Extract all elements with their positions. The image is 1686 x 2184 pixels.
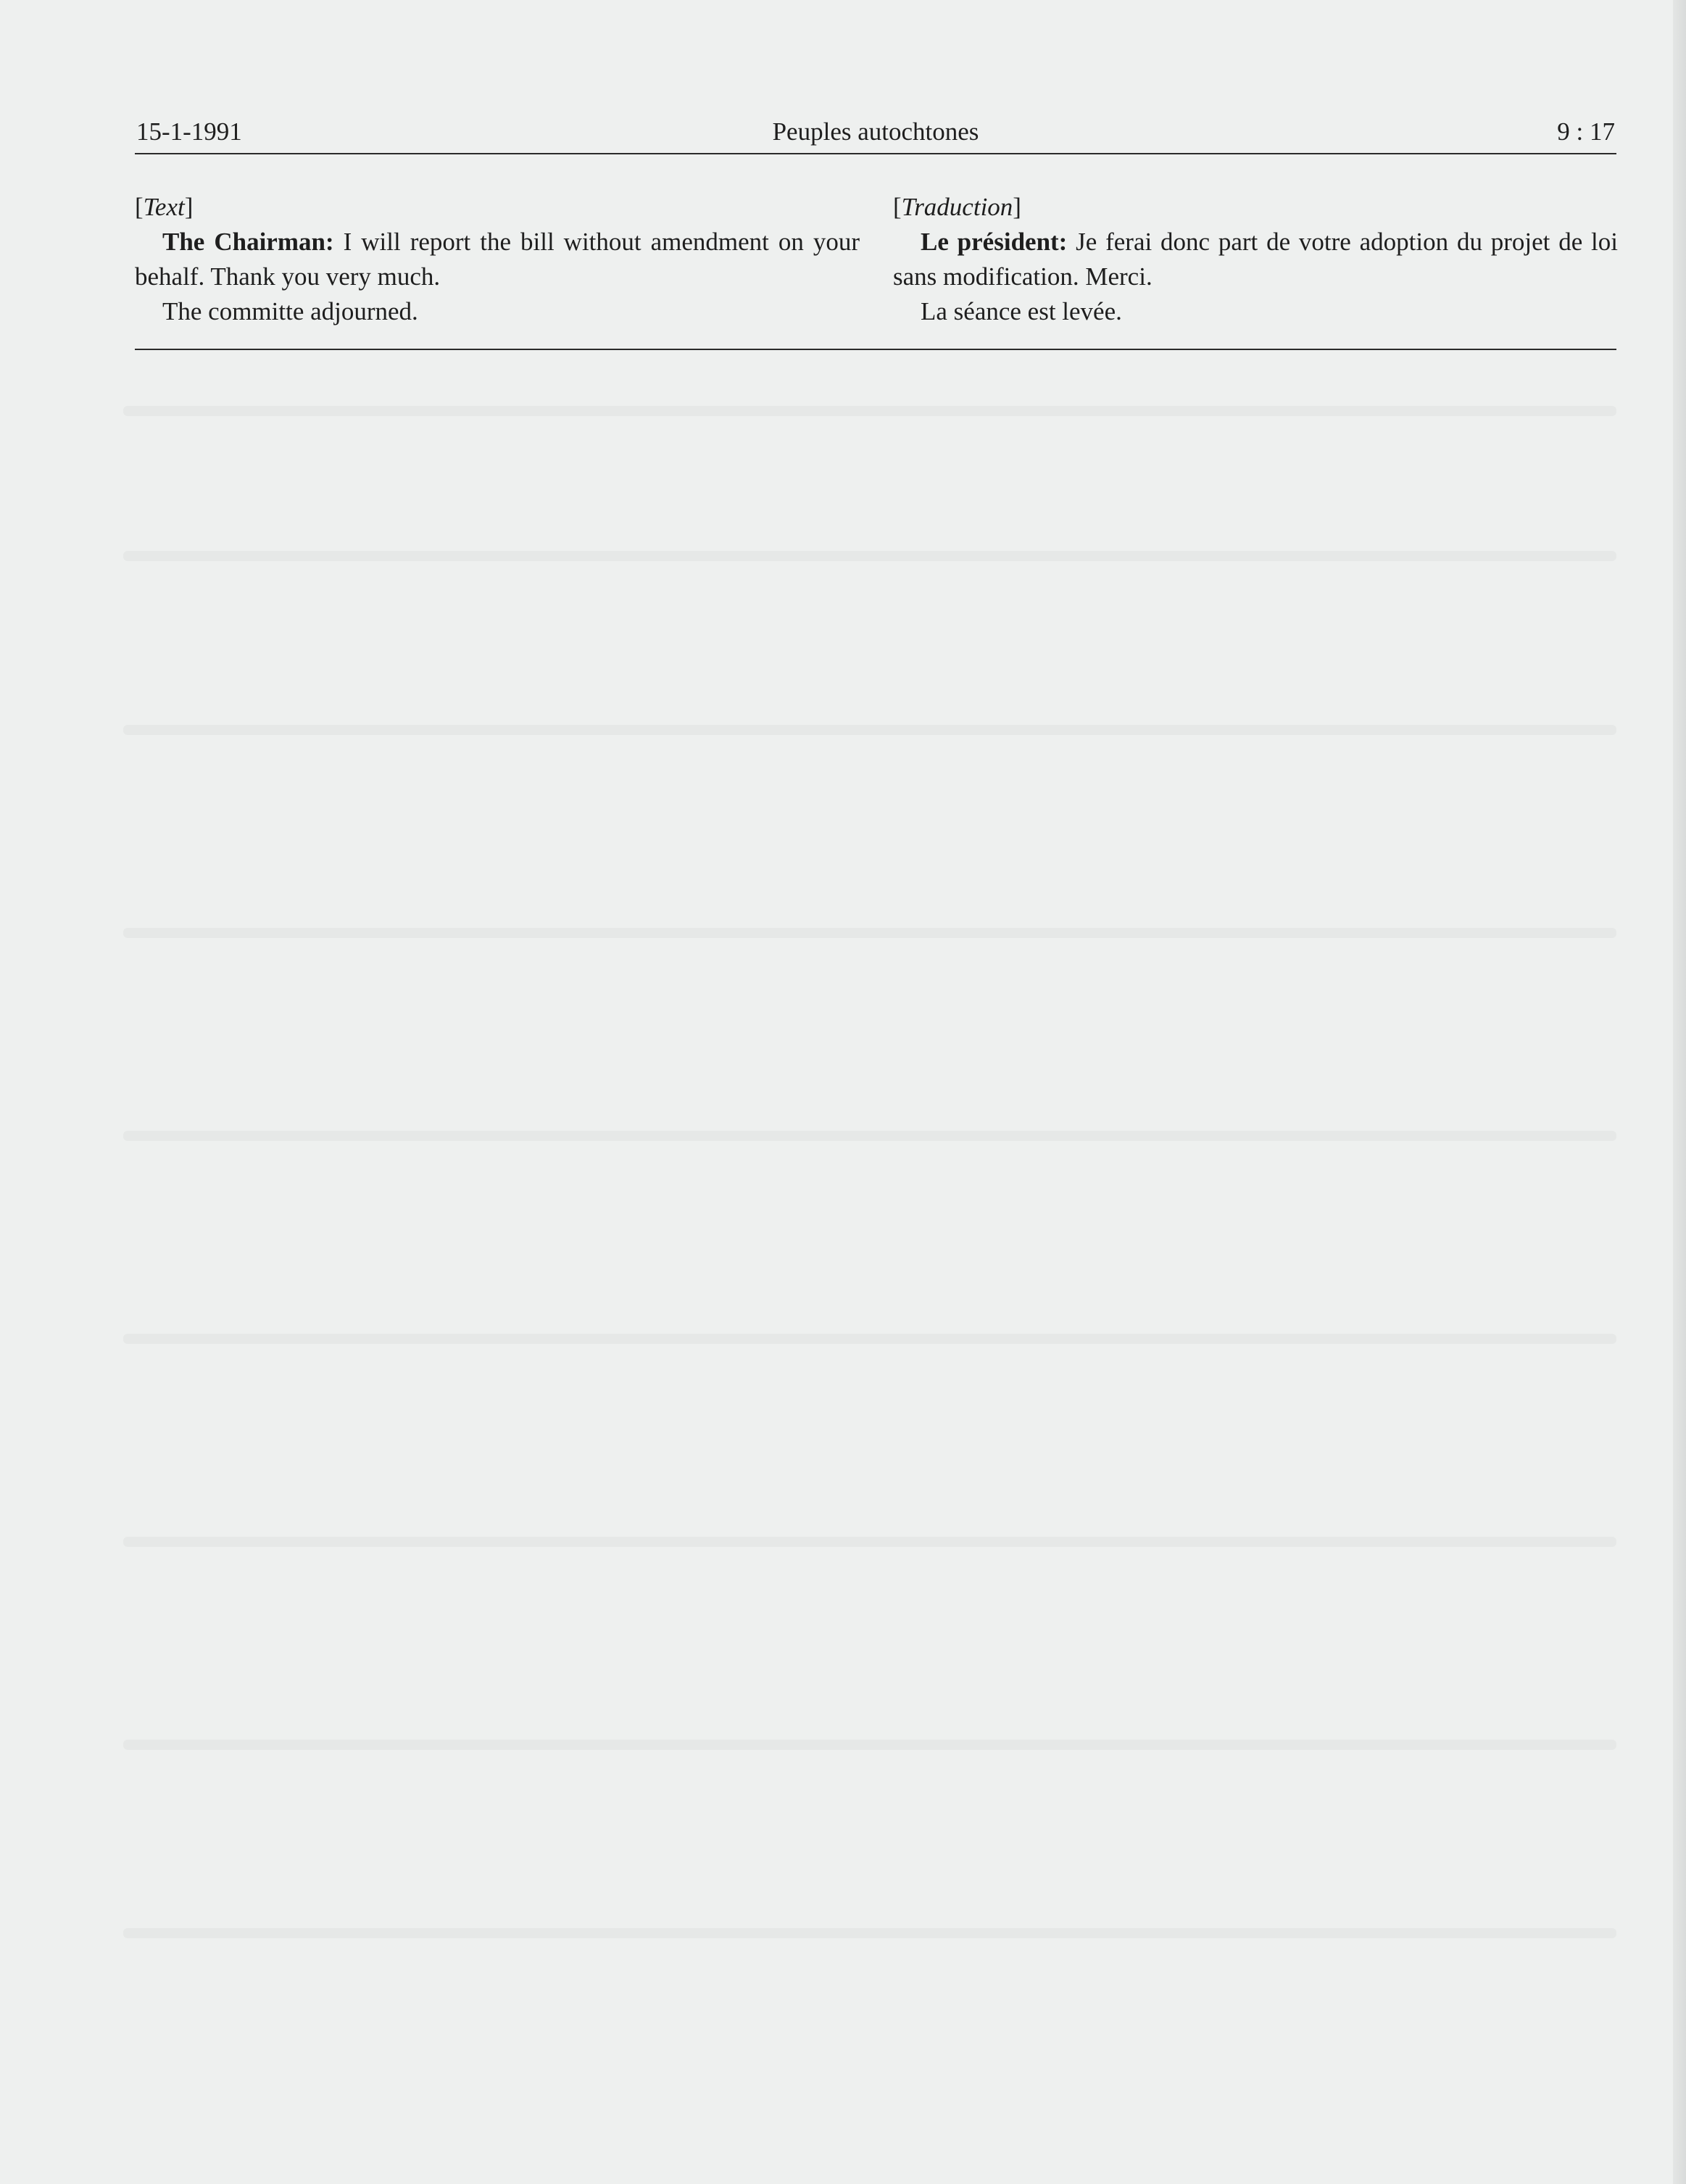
label-bracket: ] <box>184 193 194 221</box>
page-edge <box>1673 0 1686 2184</box>
english-statement-text: I will report the bill without amendment on your behalf. Thank you very much. <box>135 228 860 291</box>
show-through <box>123 928 1616 938</box>
english-speaker: The Chairman: <box>162 228 334 256</box>
show-through <box>123 725 1616 735</box>
show-through <box>123 1928 1616 1938</box>
header-rule <box>135 153 1616 154</box>
english-label <box>135 190 860 225</box>
french-column <box>893 190 1618 329</box>
show-through <box>123 1131 1616 1141</box>
french-statement-text: Je ferai donc part de votre adoption du projet de loi sans modification. Merci. <box>893 228 1618 291</box>
english-label-text: Text <box>143 193 185 221</box>
english-closing: The committe adjourned. <box>162 297 418 325</box>
show-through <box>123 406 1616 416</box>
running-header <box>136 117 1615 151</box>
section-end-rule <box>135 349 1616 350</box>
label-bracket: ] <box>1013 193 1021 221</box>
french-statement <box>893 225 1618 294</box>
english-statement <box>135 225 860 294</box>
english-column <box>135 190 860 329</box>
show-through <box>123 1537 1616 1547</box>
header-date: 15-1-1991 <box>136 117 242 146</box>
show-through <box>123 1334 1616 1344</box>
french-closing: La séance est levée. <box>921 297 1122 325</box>
french-label <box>893 190 1618 225</box>
label-bracket: [ <box>135 193 144 221</box>
header-title: Peuples autochtones <box>772 117 979 146</box>
label-bracket: [ <box>893 193 902 221</box>
header-page-number: 9 : 17 <box>1557 117 1615 146</box>
french-label-text: Traduction <box>901 193 1013 221</box>
show-through <box>123 551 1616 561</box>
french-speaker: Le président: <box>921 228 1068 256</box>
show-through <box>123 1740 1616 1750</box>
